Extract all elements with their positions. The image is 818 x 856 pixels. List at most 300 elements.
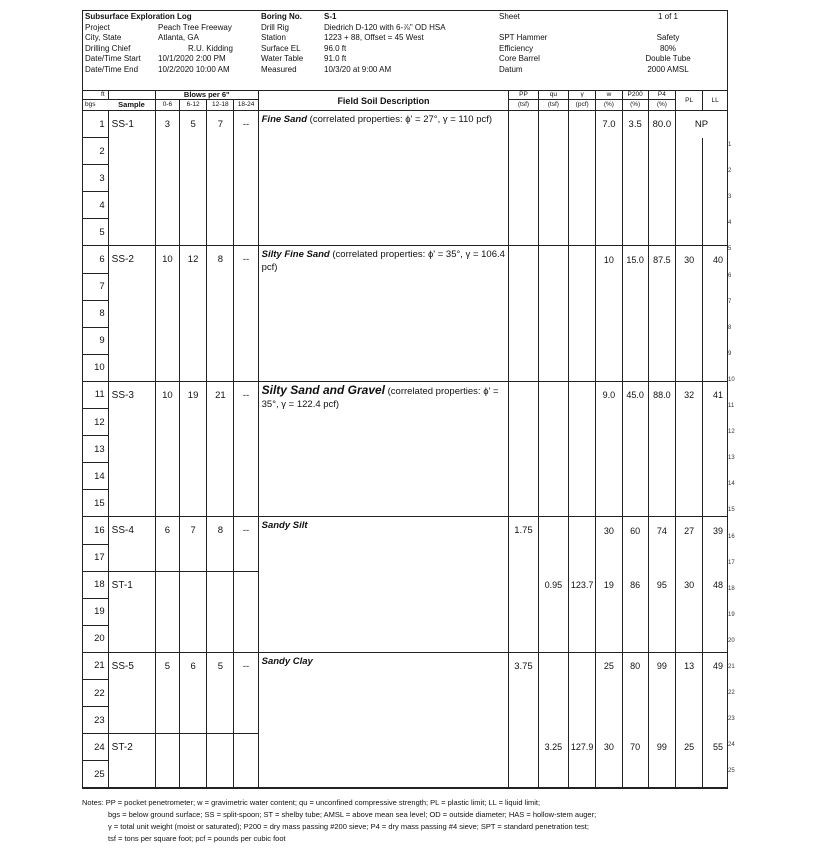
- lab-gamma: [569, 490, 596, 517]
- blow-0-6: [155, 571, 179, 652]
- lab-qu: [538, 354, 568, 381]
- lab-p200: 60: [622, 517, 648, 544]
- lab-pp: [509, 327, 538, 354]
- soil-name: Silty Fine Sand: [261, 249, 330, 261]
- depth-cell: 7: [83, 273, 108, 300]
- lab-pl: [676, 300, 703, 327]
- col-bgs: bgs: [85, 101, 96, 108]
- rig-value: Diedrich D-120 with 6-⅞" OD HSA: [324, 22, 446, 32]
- right-depth-number: 22: [728, 690, 735, 697]
- lab-pp: [509, 273, 538, 300]
- end-value: 10/2/2020 10:00 AM: [158, 64, 230, 74]
- lab-qu: [538, 436, 568, 463]
- lab-qu: [538, 544, 568, 571]
- right-depth-number: 21: [728, 664, 735, 670]
- notes: [82, 797, 762, 845]
- col-ll: LL: [703, 91, 727, 111]
- soil-description: [258, 381, 509, 516]
- lab-pl: 30: [676, 571, 703, 598]
- blow-18-24: --: [234, 246, 258, 381]
- sample-cell: SS-4: [108, 517, 155, 571]
- city-value: Atlanta, GA: [158, 33, 199, 42]
- sample-cell: SS-3: [108, 381, 155, 516]
- notes-line-2: bgs = below ground surface; SS = split-spoon; ST = shelby tube; AMSL = above mean sea level; OD = outside diameter; HAS = hollow-stem auger;: [108, 810, 597, 819]
- lab-pp: [509, 625, 538, 652]
- right-depth-number: 10: [728, 376, 735, 383]
- lab-p4: [648, 463, 675, 490]
- lab-w: [596, 273, 622, 300]
- lab-ll: 39: [703, 517, 727, 544]
- lab-p200: [622, 544, 648, 571]
- lab-qu: 0.95: [538, 571, 568, 598]
- notes-line-4: tsf = tons per square foot; pcf = pounds per cubic foot: [108, 834, 286, 843]
- lab-pl: [676, 273, 703, 300]
- right-depth-number: 25: [728, 768, 735, 775]
- lab-qu: [538, 598, 568, 625]
- station-label: Station: [261, 33, 286, 42]
- lab-p4: 74: [648, 517, 675, 544]
- lab-gamma: [569, 219, 596, 246]
- lab-pl: [676, 138, 703, 165]
- right-depth-number: 20: [728, 637, 735, 644]
- lab-p200: 3.5: [622, 111, 648, 138]
- lab-ll: [703, 761, 727, 788]
- blow-6-12: 5: [179, 111, 206, 246]
- lab-p200: [622, 679, 648, 706]
- lab-w: [596, 409, 622, 436]
- lab-pp: [509, 463, 538, 490]
- lab-qu: [538, 463, 568, 490]
- right-depth-number: 8: [728, 324, 732, 331]
- soil-name: Sandy Clay: [261, 655, 313, 667]
- start-value: 10/1/2020 2:00 PM: [158, 54, 226, 63]
- lab-p4: [648, 707, 675, 734]
- right-depth-number: 23: [728, 716, 735, 723]
- lab-qu: [538, 300, 568, 327]
- lab-ll: 48: [703, 571, 727, 598]
- col-w: w: [596, 91, 622, 100]
- lab-p4: 87.5: [648, 246, 675, 273]
- measured-value: 10/3/20 at 9:00 AM: [324, 64, 392, 74]
- right-depth-number: 12: [728, 429, 735, 436]
- blow-6-12: [179, 571, 206, 652]
- lab-ll: [703, 409, 727, 436]
- right-depth-number: 17: [728, 559, 735, 566]
- lab-w: [596, 598, 622, 625]
- lab-ll: 40: [703, 246, 727, 273]
- lab-p200: [622, 409, 648, 436]
- lab-p4: 88.0: [648, 381, 675, 408]
- lab-pl: [676, 409, 703, 436]
- blow-6-12: 12: [179, 246, 206, 381]
- lab-pp: [509, 165, 538, 192]
- sheet-label: Sheet: [499, 12, 520, 21]
- lab-pl: 32: [676, 381, 703, 408]
- lab-gamma: [569, 192, 596, 219]
- lab-pl: [676, 490, 703, 517]
- lab-p4: 95: [648, 571, 675, 598]
- lab-w: [596, 219, 622, 246]
- lab-qu: [538, 490, 568, 517]
- blow-12-18: 21: [207, 381, 234, 516]
- depth-cell: 13: [83, 436, 108, 463]
- lab-p200: 80: [622, 652, 648, 679]
- lab-gamma: [569, 111, 596, 138]
- lab-p4: [648, 192, 675, 219]
- lab-p200: [622, 192, 648, 219]
- lab-gamma: [569, 436, 596, 463]
- lab-pl: [676, 544, 703, 571]
- lab-qu: [538, 165, 568, 192]
- right-depth-number: 15: [728, 507, 735, 514]
- col-w-unit: (%): [596, 100, 622, 111]
- surface-label: Surface EL: [261, 43, 301, 53]
- lab-w: [596, 679, 622, 706]
- lab-p4: [648, 761, 675, 788]
- lab-ll: [703, 327, 727, 354]
- lab-qu: [538, 625, 568, 652]
- sample-cell: ST-2: [108, 734, 155, 788]
- boring-label: Boring No.: [261, 12, 302, 21]
- lab-p4: [648, 273, 675, 300]
- soil-properties: (correlated properties: ϕ' = 35°, γ = 106.4 pcf): [261, 249, 505, 274]
- start-label: Date/Time Start: [85, 54, 141, 63]
- column-header-row-1: [83, 91, 727, 100]
- lab-qu: [538, 273, 568, 300]
- lab-p4: 80.0: [648, 111, 675, 138]
- lab-gamma: [569, 327, 596, 354]
- lab-qu: [538, 219, 568, 246]
- sample-cell: ST-1: [108, 571, 155, 652]
- lab-w: [596, 327, 622, 354]
- blow-18-24: --: [234, 517, 258, 571]
- depth-cell: 5: [83, 219, 108, 246]
- lab-ll: [703, 165, 727, 192]
- soil-name: Fine Sand: [261, 114, 308, 125]
- lab-gamma: 123.7: [569, 571, 596, 598]
- lab-p200: [622, 219, 648, 246]
- lab-gamma: [569, 300, 596, 327]
- lab-p4: [648, 327, 675, 354]
- lab-gamma: [569, 598, 596, 625]
- lab-p200: 86: [622, 571, 648, 598]
- lab-pl: [676, 327, 703, 354]
- col-sample: Sample: [118, 100, 145, 109]
- depth-cell: 1: [83, 111, 108, 138]
- lab-p4: [648, 219, 675, 246]
- lab-ll: [703, 463, 727, 490]
- soil-description: [258, 652, 509, 787]
- lab-ll: [703, 138, 727, 165]
- col-p200: P200: [622, 91, 648, 100]
- driller-value: R.U. Kidding: [188, 43, 233, 53]
- right-depth-number: 3: [728, 194, 732, 201]
- lab-ll: [703, 436, 727, 463]
- lab-p200: [622, 761, 648, 788]
- depth-cell: 16: [83, 517, 108, 544]
- lab-pp: [509, 219, 538, 246]
- water-value: 91.0 ft: [324, 54, 347, 63]
- lab-gamma: [569, 625, 596, 652]
- depth-cell: 12: [83, 409, 108, 436]
- lab-pl: [676, 707, 703, 734]
- lab-ll: [703, 192, 727, 219]
- lab-qu: [538, 409, 568, 436]
- blow-6-12: 7: [179, 517, 206, 571]
- lab-p4: [648, 490, 675, 517]
- depth-cell: 25: [83, 761, 108, 788]
- lab-w: [596, 463, 622, 490]
- lab-p4: 99: [648, 652, 675, 679]
- lab-gamma: 127.9: [569, 734, 596, 761]
- lab-pp: [509, 679, 538, 706]
- lab-w: [596, 625, 622, 652]
- lab-qu: [538, 192, 568, 219]
- lab-p4: [648, 300, 675, 327]
- log-body: [83, 111, 727, 788]
- lab-pl: 25: [676, 734, 703, 761]
- sample-cell: SS-1: [108, 111, 155, 246]
- log-row: [83, 381, 727, 408]
- lab-p4: [648, 138, 675, 165]
- lab-pp: [509, 111, 538, 138]
- log-row: [83, 111, 727, 138]
- lab-pp: 3.75: [509, 652, 538, 679]
- col-pp-unit: (tsf): [509, 100, 538, 111]
- blow-12-18: 8: [207, 517, 234, 571]
- blow-18-24: --: [234, 381, 258, 516]
- depth-cell: 2: [83, 138, 108, 165]
- lab-w: 30: [596, 734, 622, 761]
- lab-pl: [676, 463, 703, 490]
- right-depth-number: 5: [728, 246, 732, 253]
- sample-cell: SS-2: [108, 246, 155, 381]
- end-label: Date/Time End: [85, 64, 139, 74]
- sample-cell: SS-5: [108, 652, 155, 733]
- soil-description: [258, 517, 509, 652]
- lab-pp: [509, 192, 538, 219]
- lab-qu: [538, 652, 568, 679]
- lab-p4: [648, 354, 675, 381]
- depth-cell: 22: [83, 679, 108, 706]
- header-left-values: [158, 12, 233, 75]
- datum-label: Datum: [499, 64, 523, 74]
- col-b2: 6-12: [179, 100, 206, 111]
- blow-18-24: [234, 571, 258, 652]
- log-table: [83, 91, 727, 788]
- header-right-values: [618, 12, 718, 75]
- col-blank: [108, 91, 155, 100]
- soil-properties: (correlated properties: ϕ' = 35°, γ = 122.4 pcf): [261, 385, 499, 410]
- lab-ll: [703, 544, 727, 571]
- blow-6-12: [179, 734, 206, 788]
- lab-ll: [703, 273, 727, 300]
- lab-qu: [538, 761, 568, 788]
- depth-cell: 4: [83, 192, 108, 219]
- lab-gamma: [569, 138, 596, 165]
- lab-pl: [676, 761, 703, 788]
- soil-description: [258, 246, 509, 381]
- blow-18-24: --: [234, 652, 258, 733]
- col-qu: qu: [538, 91, 568, 100]
- lab-pp: [509, 381, 538, 408]
- soil-name: Sandy Silt: [261, 520, 308, 532]
- measured-label: Measured: [261, 64, 297, 74]
- blow-12-18: [207, 571, 234, 652]
- lab-w: 19: [596, 571, 622, 598]
- header-mid-labels: [261, 12, 303, 75]
- lab-p200: [622, 436, 648, 463]
- lab-ll: [703, 300, 727, 327]
- lab-p200: [622, 625, 648, 652]
- boring-log-sheet: [82, 10, 728, 789]
- blow-0-6: 10: [155, 246, 179, 381]
- col-pl: PL: [676, 91, 703, 111]
- lab-w: 9.0: [596, 381, 622, 408]
- lab-ll: [703, 625, 727, 652]
- blow-0-6: 6: [155, 517, 179, 571]
- right-depth-number: 6: [728, 272, 732, 279]
- blow-6-12: 19: [179, 381, 206, 516]
- lab-qu: [538, 111, 568, 138]
- lab-gamma: [569, 463, 596, 490]
- lab-p200: [622, 327, 648, 354]
- lab-ll: [703, 679, 727, 706]
- lab-pl: [676, 219, 703, 246]
- lab-ll: [703, 598, 727, 625]
- lab-gamma: [569, 652, 596, 679]
- lab-w: 10: [596, 246, 622, 273]
- project-label: Project: [85, 22, 110, 32]
- lab-qu: [538, 138, 568, 165]
- lab-gamma: [569, 544, 596, 571]
- depth-cell: 15: [83, 490, 108, 517]
- col-p4-unit: (%): [648, 100, 675, 111]
- depth-cell: 10: [83, 354, 108, 381]
- depth-cell: 17: [83, 544, 108, 571]
- right-depth-number: 9: [728, 350, 732, 357]
- lab-qu: [538, 679, 568, 706]
- lab-pp: [509, 138, 538, 165]
- notes-line-1: Notes: PP = pocket penetrometer; w = gravimetric water content; qu = unconfined compressive strength; PL = plastic limit; LL = liquid limit;: [82, 798, 541, 807]
- lab-ll: [703, 219, 727, 246]
- hammer-value: Safety: [656, 33, 680, 42]
- lab-pl: [676, 598, 703, 625]
- lab-p4: 99: [648, 734, 675, 761]
- right-depth-number: 7: [728, 298, 732, 305]
- lab-pl: [676, 354, 703, 381]
- depth-cell: 20: [83, 625, 108, 652]
- boring-value: S-1: [324, 12, 337, 21]
- lab-pl: [676, 436, 703, 463]
- lab-gamma: [569, 246, 596, 273]
- barrel-value: Double Tube: [645, 54, 691, 63]
- lab-qu: [538, 381, 568, 408]
- log-row: [83, 652, 727, 679]
- lab-w: [596, 354, 622, 381]
- lab-p200: [622, 598, 648, 625]
- lab-ll: [703, 490, 727, 517]
- lab-p4: [648, 679, 675, 706]
- lab-pp: [509, 436, 538, 463]
- lab-qu: [538, 327, 568, 354]
- col-b3: 12-18: [207, 100, 234, 111]
- blow-12-18: 7: [207, 111, 234, 246]
- lab-p200: [622, 138, 648, 165]
- depth-cell: 9: [83, 327, 108, 354]
- col-ft: ft: [101, 91, 105, 98]
- lab-qu: [538, 246, 568, 273]
- col-b1: 0-6: [155, 100, 179, 111]
- lab-gamma: [569, 409, 596, 436]
- col-p4: P4: [648, 91, 675, 100]
- lab-pl: [676, 679, 703, 706]
- col-description: Field Soil Description: [258, 91, 509, 111]
- lab-ll: 55: [703, 734, 727, 761]
- col-blows: Blows per 6": [155, 91, 258, 100]
- lab-p200: [622, 707, 648, 734]
- lab-gamma: [569, 165, 596, 192]
- blow-0-6: 3: [155, 111, 179, 246]
- col-pp: PP: [509, 91, 538, 100]
- right-depth-number: 4: [728, 220, 732, 227]
- log-header: [83, 11, 727, 91]
- lab-pl: 27: [676, 517, 703, 544]
- project-value: Peach Tree Freeway: [158, 22, 232, 32]
- lab-gamma: [569, 381, 596, 408]
- soil-properties: (correlated properties: ϕ' = 27°, γ = 110 pcf): [307, 114, 493, 125]
- soil-name: Silty Sand and Gravel: [261, 382, 385, 397]
- depth-cell: 23: [83, 707, 108, 734]
- lab-pp: [509, 544, 538, 571]
- col-gamma-unit: (pcf): [569, 100, 596, 111]
- lab-p200: [622, 273, 648, 300]
- depth-cell: 24: [83, 734, 108, 761]
- blow-0-6: 5: [155, 652, 179, 733]
- blow-0-6: [155, 734, 179, 788]
- datum-value: 2000 AMSL: [647, 64, 689, 74]
- right-depth-number: 19: [728, 611, 735, 618]
- lab-pl: NP: [676, 111, 727, 138]
- blow-12-18: [207, 734, 234, 788]
- lab-ll: 41: [703, 381, 727, 408]
- lab-pp: [509, 761, 538, 788]
- lab-gamma: [569, 707, 596, 734]
- lab-p200: 70: [622, 734, 648, 761]
- lab-ll: [703, 707, 727, 734]
- station-value: 1223 + 88, Offset = 45 West: [324, 33, 424, 42]
- efficiency-label: Efficiency: [499, 43, 534, 53]
- lab-w: 30: [596, 517, 622, 544]
- soil-description: [258, 111, 509, 246]
- lab-pp: [509, 571, 538, 598]
- col-gamma: γ: [569, 91, 596, 100]
- lab-w: [596, 544, 622, 571]
- lab-p200: [622, 354, 648, 381]
- log-row: [83, 517, 727, 544]
- right-depth-number: 18: [728, 585, 735, 592]
- depth-cell: 18: [83, 571, 108, 598]
- lab-w: [596, 707, 622, 734]
- lab-pl: [676, 625, 703, 652]
- lab-w: [596, 165, 622, 192]
- blow-18-24: [234, 734, 258, 788]
- blow-6-12: 6: [179, 652, 206, 733]
- lab-pp: [509, 300, 538, 327]
- lab-p4: [648, 165, 675, 192]
- depth-cell: 19: [83, 598, 108, 625]
- lab-pl: 13: [676, 652, 703, 679]
